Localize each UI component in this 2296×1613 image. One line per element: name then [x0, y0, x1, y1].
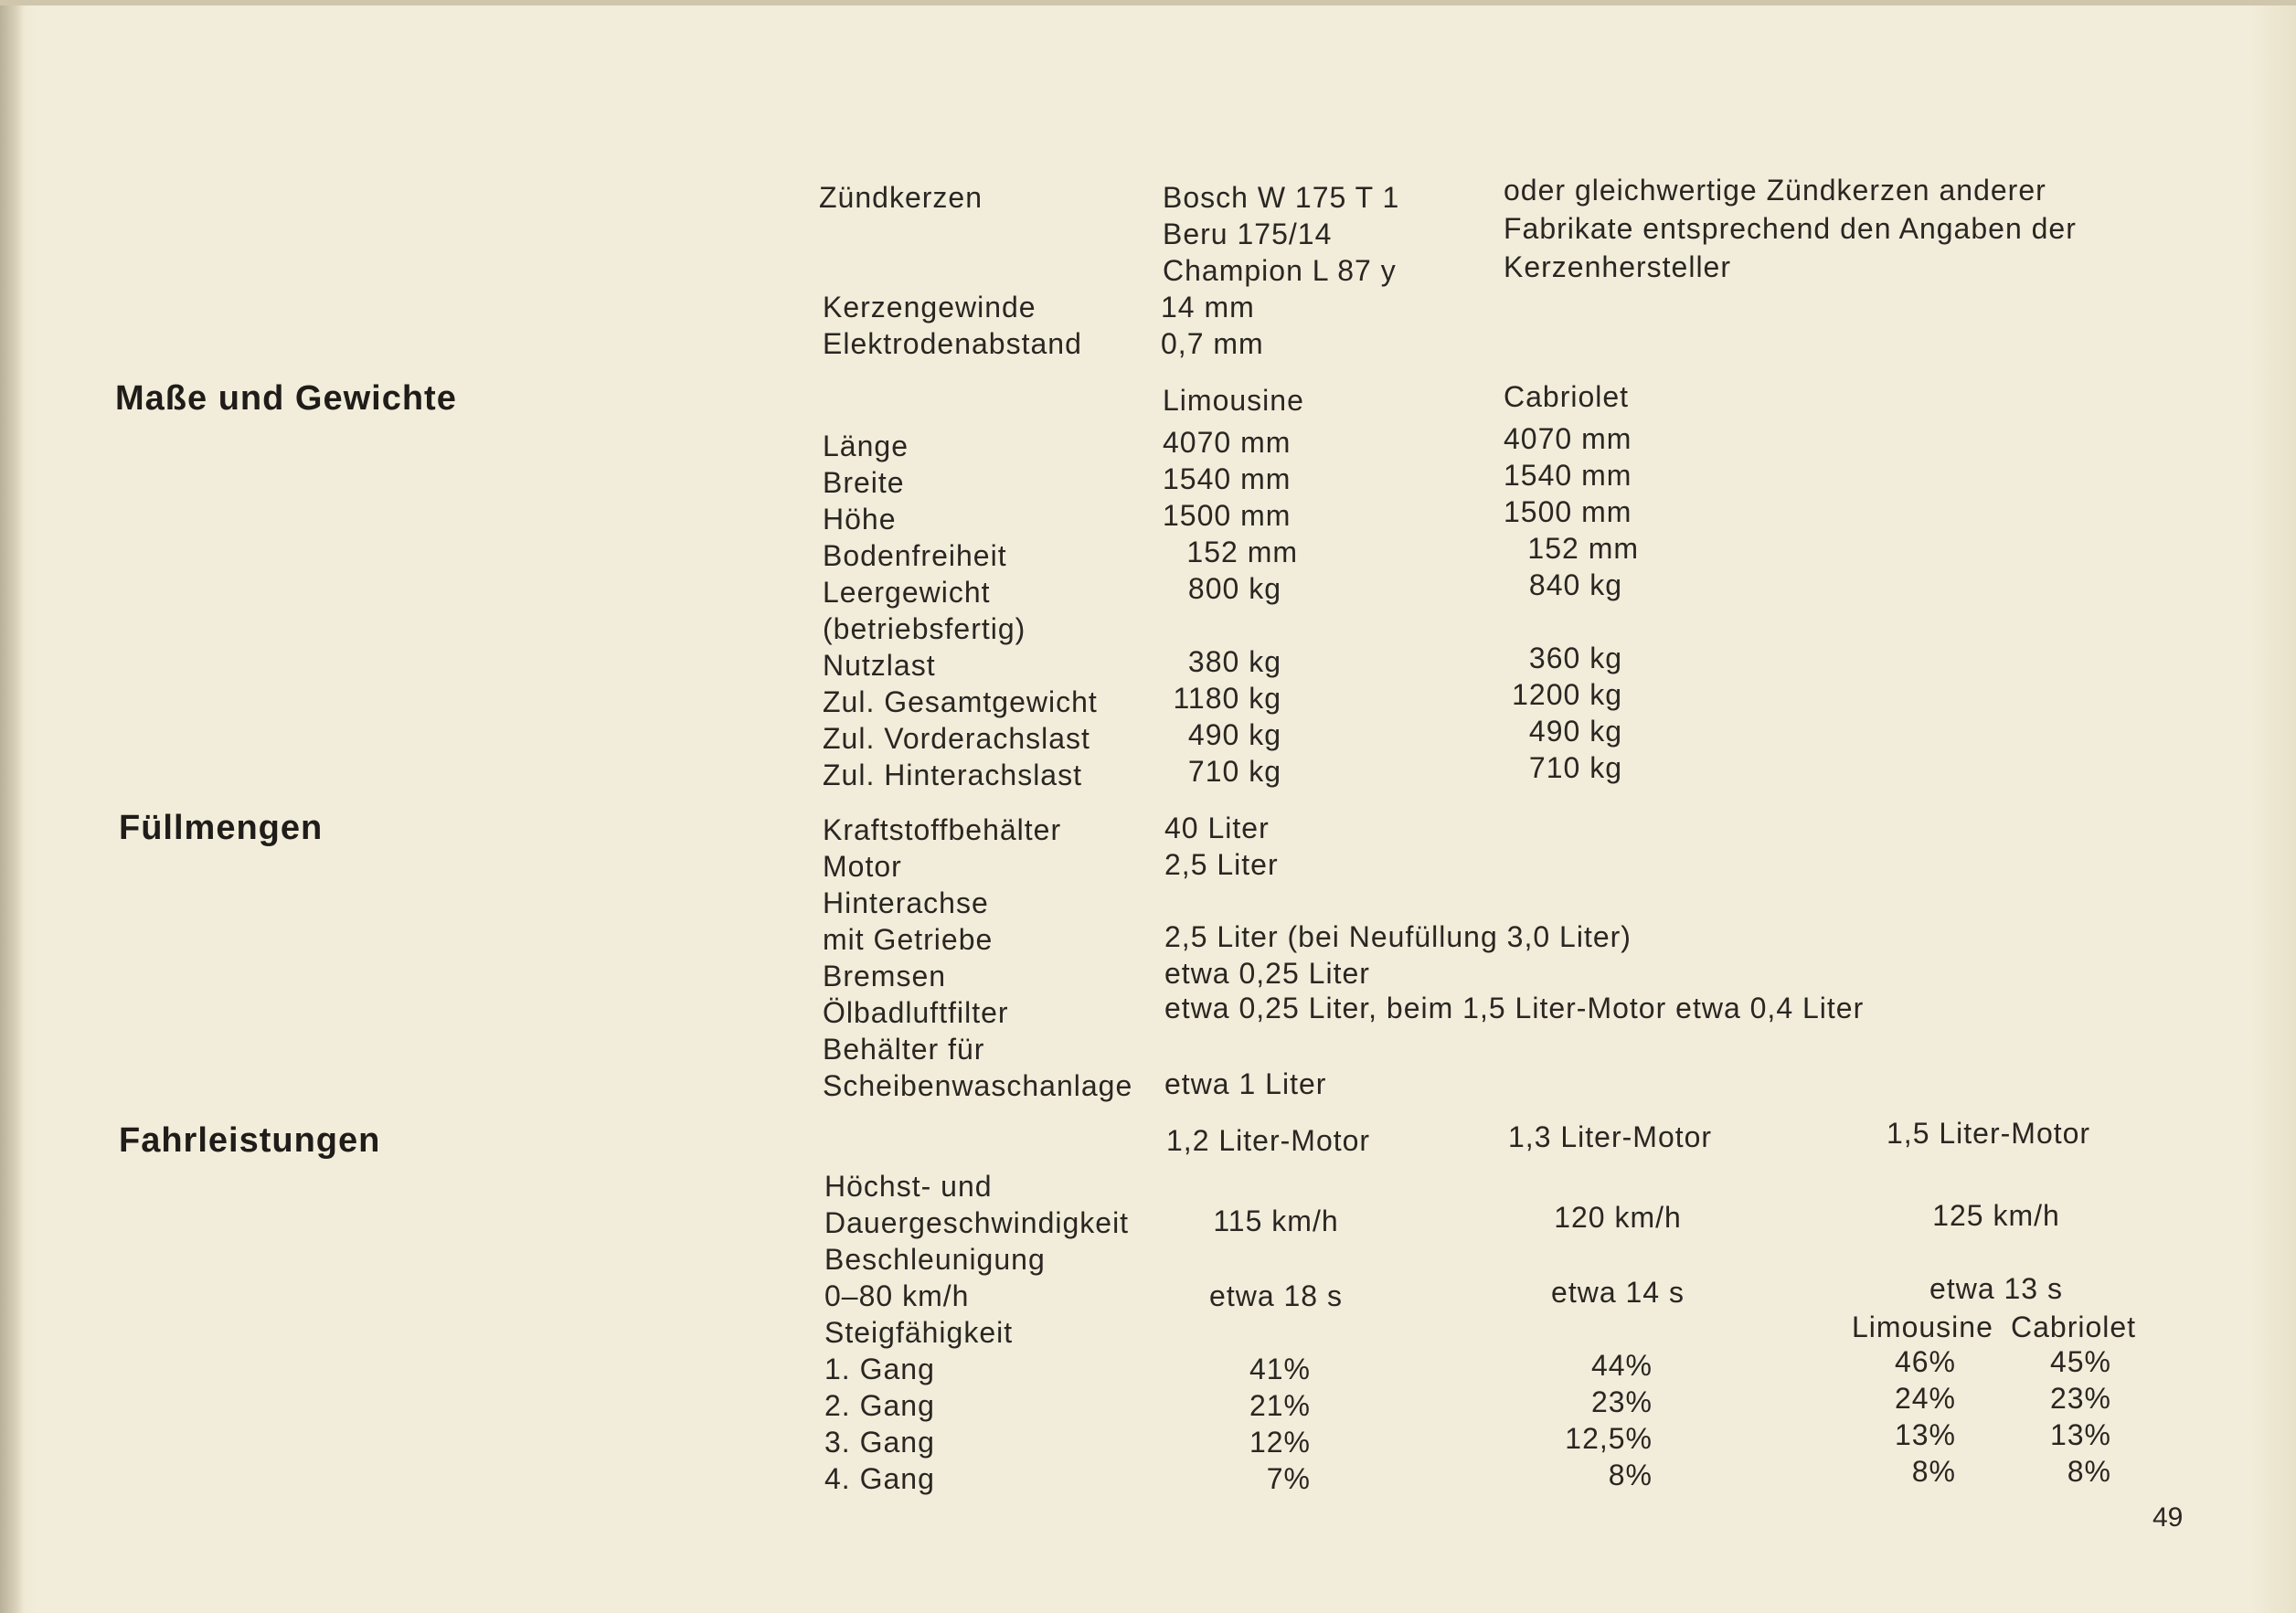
dimension-limousine: 1540 mm: [1163, 462, 1292, 495]
dimension-label: Bodenfreiheit: [823, 539, 1007, 572]
dimension-cabriolet: 360 kg: [1528, 642, 1622, 674]
dimension-cabriolet: 840 kg: [1528, 568, 1622, 601]
gradient-1-3: 12,5%: [1565, 1422, 1653, 1455]
spark-plug-note: Kerzenhersteller: [1504, 250, 1731, 283]
acceleration-1-2: etwa 18 s: [1209, 1279, 1343, 1312]
spark-plug-value: Beru 175/14: [1163, 218, 1333, 250]
capacity-label: Ölbadluftfilter: [823, 996, 1009, 1029]
top-speed-1-3: 120 km/h: [1554, 1201, 1682, 1234]
dimension-label: Zul. Vorderachslast: [823, 722, 1090, 755]
dimension-limousine: 152 mm: [1186, 536, 1298, 568]
dimension-cabriolet: 1200 kg: [1512, 678, 1622, 711]
gear-label: 3. Gang: [824, 1426, 935, 1459]
dimension-label: Zul. Hinterachslast: [823, 759, 1082, 791]
gradient-1-5-limousine: 13%: [1894, 1418, 1956, 1451]
book-spine: [0, 0, 24, 1613]
spark-plug-thread-label: Kerzengewinde: [823, 291, 1036, 324]
dimension-label: Nutzlast: [823, 649, 936, 682]
gradient-1-5-cabriolet: 13%: [2049, 1418, 2111, 1451]
capacity-label: Motor: [823, 850, 902, 883]
gradient-1-5-cabriolet: 23%: [2049, 1382, 2111, 1415]
spark-plug-label: Zündkerzen: [819, 181, 983, 214]
gear-label: 1. Gang: [824, 1353, 935, 1385]
engine-header-1-2: 1,2 Liter-Motor: [1166, 1124, 1371, 1157]
dimension-label: Länge: [823, 430, 909, 462]
dimension-label: Höhe: [823, 503, 897, 536]
section-heading-fuellmengen: Füllmengen: [119, 809, 324, 847]
gradient-1-2: 41%: [1249, 1353, 1311, 1385]
dimension-cabriolet: 710 kg: [1528, 751, 1622, 784]
top-speed-1-2: 115 km/h: [1213, 1204, 1339, 1237]
gear-label: 4. Gang: [824, 1462, 935, 1495]
gradient-1-5-limousine: 24%: [1894, 1382, 1956, 1415]
dimension-limousine: 1180 kg: [1173, 682, 1281, 715]
top-speed-1-5: 125 km/h: [1932, 1199, 2060, 1232]
dimension-cabriolet: 1540 mm: [1504, 459, 1632, 492]
dimension-limousine: 380 kg: [1187, 645, 1281, 678]
dimension-cabriolet: 4070 mm: [1504, 422, 1632, 455]
capacity-value: etwa 0,25 Liter: [1164, 957, 1370, 990]
spark-plug-value: Champion L 87 y: [1163, 254, 1397, 287]
spark-plug-value: Bosch W 175 T 1: [1163, 181, 1400, 214]
performance-label: Dauergeschwindigkeit: [824, 1206, 1130, 1239]
dimension-limousine: 490 kg: [1187, 718, 1281, 751]
dimension-limousine: 4070 mm: [1163, 426, 1292, 459]
page-edge: [0, 0, 2296, 5]
column-header-limousine: Limousine: [1163, 384, 1304, 417]
gradient-1-5-limousine: 8%: [1911, 1455, 1956, 1488]
dimension-label: Breite: [823, 466, 905, 499]
gradient-1-5-limousine: 46%: [1894, 1345, 1956, 1378]
spark-plug-note: Fabrikate entsprechend den Angaben der: [1504, 212, 2077, 245]
dimension-label: Leergewicht: [823, 576, 991, 609]
dimension-cabriolet: 1500 mm: [1504, 495, 1632, 528]
capacity-label: mit Getriebe: [823, 923, 994, 956]
dimension-limousine: 710 kg: [1187, 755, 1281, 788]
capacity-value: 2,5 Liter (bei Neufüllung 3,0 Liter): [1164, 920, 1632, 953]
subheader-cabriolet: Cabriolet: [2011, 1311, 2137, 1343]
dimension-cabriolet: 152 mm: [1527, 532, 1639, 565]
engine-header-1-3: 1,3 Liter-Motor: [1508, 1120, 1713, 1153]
capacity-value: etwa 1 Liter: [1164, 1067, 1327, 1100]
acceleration-1-3: etwa 14 s: [1551, 1276, 1685, 1309]
gradient-1-2: 12%: [1249, 1426, 1311, 1459]
capacity-label: Kraftstoffbehälter: [823, 813, 1062, 846]
gradient-1-3: 8%: [1608, 1459, 1653, 1491]
capacity-value: etwa 0,25 Liter, beim 1,5 Liter-Motor etwa 0,4 Liter: [1164, 992, 1865, 1024]
gradient-1-5-cabriolet: 45%: [2049, 1345, 2111, 1378]
acceleration-1-5: etwa 13 s: [1929, 1272, 2063, 1305]
spark-plug-note: oder gleichwertige Zündkerzen anderer: [1504, 174, 2046, 207]
dimension-label: Zul. Gesamtgewicht: [823, 685, 1098, 718]
section-heading-masse: Maße und Gewichte: [115, 379, 457, 418]
capacity-label: Hinterachse: [823, 886, 989, 919]
electrode-gap-label: Elektrodenabstand: [823, 327, 1082, 360]
dimension-limousine: 1500 mm: [1163, 499, 1292, 532]
engine-header-1-5: 1,5 Liter-Motor: [1887, 1117, 2091, 1150]
capacity-value: 2,5 Liter: [1164, 848, 1279, 881]
gradient-1-2: 7%: [1266, 1462, 1311, 1495]
performance-label: 0–80 km/h: [824, 1279, 970, 1312]
gradient-1-5-cabriolet: 8%: [2067, 1455, 2111, 1488]
gradient-1-3: 44%: [1590, 1349, 1653, 1382]
page-number: 49: [2152, 1502, 2184, 1533]
spark-plug-thread-value: 14 mm: [1161, 291, 1255, 324]
dimension-cabriolet: 490 kg: [1528, 715, 1622, 748]
section-heading-fahrleistungen: Fahrleistungen: [119, 1121, 381, 1160]
capacity-label: Behälter für: [823, 1033, 985, 1066]
capacity-value: 40 Liter: [1164, 812, 1270, 844]
dimension-limousine: 800 kg: [1187, 572, 1281, 605]
dimension-label: (betriebsfertig): [823, 612, 1026, 645]
gradient-1-2: 21%: [1249, 1389, 1311, 1422]
performance-label: Höchst- und: [824, 1170, 993, 1203]
performance-label: Beschleunigung: [824, 1243, 1046, 1276]
performance-label: Steigfähigkeit: [824, 1316, 1014, 1349]
subheader-limousine: Limousine: [1852, 1311, 1993, 1343]
electrode-gap-value: 0,7 mm: [1161, 327, 1264, 360]
column-header-cabriolet: Cabriolet: [1504, 380, 1630, 413]
capacity-label: Bremsen: [823, 960, 947, 992]
gear-label: 2. Gang: [824, 1389, 935, 1422]
gradient-1-3: 23%: [1590, 1385, 1653, 1418]
capacity-label: Scheibenwaschanlage: [823, 1069, 1133, 1102]
